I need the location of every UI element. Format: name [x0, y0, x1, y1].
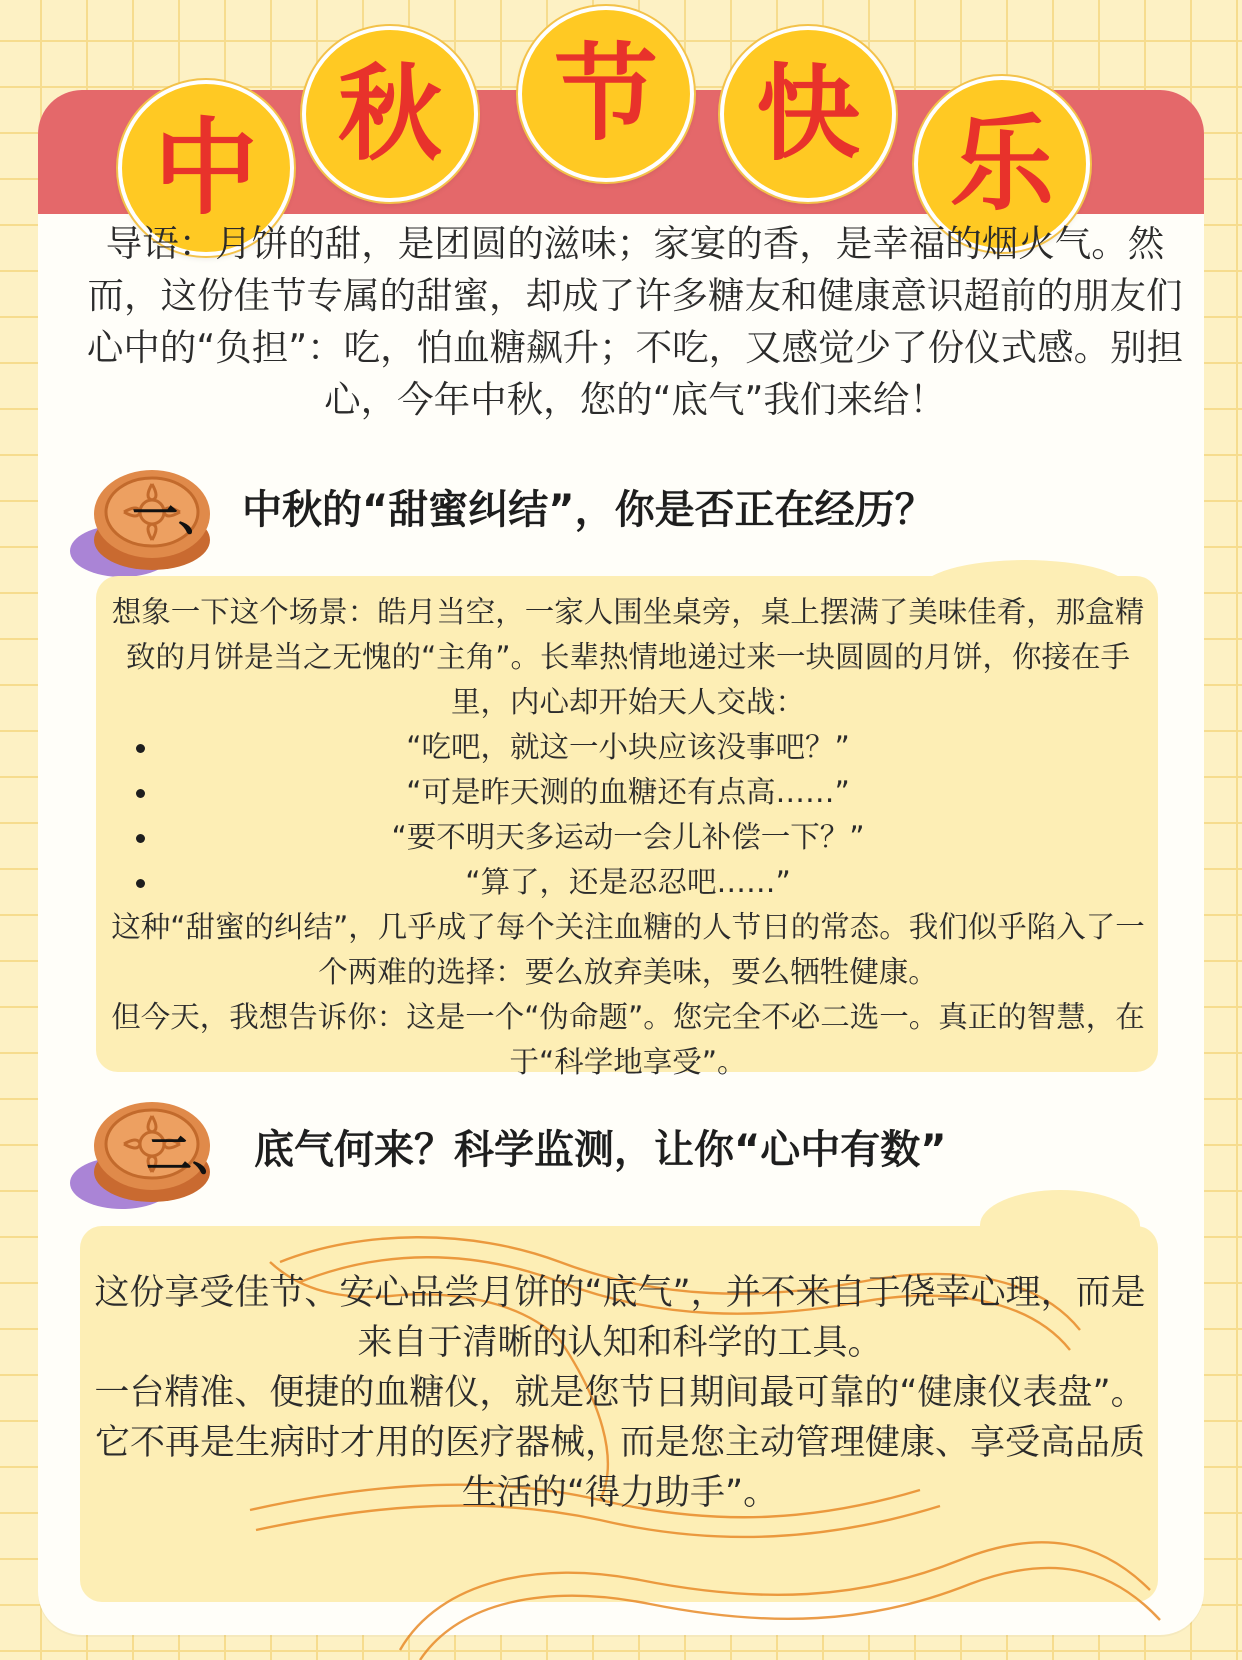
title-char-4: 快 — [755, 53, 860, 175]
title-bubble-4 — [720, 26, 896, 202]
section1-heading: 中秋的“甜蜜纠结”，你是否正在经历？ — [242, 487, 935, 533]
bullet-text: “要不明天多运动一会儿补偿一下？” — [391, 820, 865, 854]
section2-paragraph-1: 这份享受佳节、安心品尝月饼的“底气”，并不来自于侥幸心理，而是来自于清晰的认知和科学的工具。 — [94, 1273, 1146, 1363]
title-bubble-3 — [518, 6, 694, 182]
section2-paragraph-2: 一台精准、便捷的血糖仪，就是您节日期间最可靠的“健康仪表盘”。它不再是生病时才用的医疗器械，而是您主动管理健康、享受高品质生活的“得力助手”。 — [94, 1373, 1146, 1513]
list-item — [100, 770, 1156, 815]
section1-bullet-list — [100, 725, 1156, 905]
bullet-dot — [136, 744, 145, 753]
section2-content — [80, 1268, 1160, 1518]
title-bubble-2 — [302, 26, 478, 202]
title-char-3: 节 — [553, 33, 658, 155]
title-char-1: 中 — [153, 107, 258, 229]
section2-number: 二、 — [146, 1127, 238, 1181]
title-char-5: 乐 — [949, 103, 1054, 225]
bullet-text: “算了，还是忍忍吧……” — [465, 865, 791, 899]
intro-text: 导语：月饼的甜，是团圆的滋味；家宴的香，是幸福的烟火气。然而，这份佳节专属的甜蜜，却成了许多糖友和健康意识超前的朋友们心中的“负担”：吃，怕血糖飙升；不吃，又感觉少了份仪式感。别担心，今年中秋，您的“底气”我们来给！ — [86, 222, 1184, 421]
bullet-dot — [136, 879, 145, 888]
list-item — [100, 815, 1156, 860]
section1-paragraph-3: 但今天，我想告诉你：这是一个“伪命题”。您完全不必二选一。真正的智慧，在于“科学地享受”。 — [111, 1000, 1145, 1079]
bullet-dot — [136, 834, 145, 843]
section1-paragraph-1: 想象一下这个场景：皓月当空，一家人围坐桌旁，桌上摆满了美味佳肴，那盒精致的月饼是当之无愧的“主角”。长辈热情地递过来一块圆圆的月饼，你接在手里，内心却开始天人交战： — [111, 595, 1145, 719]
list-item — [100, 725, 1156, 770]
title-char-2: 秋 — [337, 53, 442, 175]
section1-number: 一、 — [132, 487, 224, 541]
bullet-text: “吃吧，就这一小块应该没事吧？” — [406, 730, 850, 764]
bullet-text: “可是昨天测的血糖还有点高……” — [406, 775, 850, 809]
section1-paragraph-2: 这种“甜蜜的纠结”，几乎成了每个关注血糖的人节日的常态。我们似乎陷入了一个两难的选择：要么放弃美味，要么牺牲健康。 — [111, 910, 1145, 989]
bullet-dot — [136, 789, 145, 798]
list-item — [100, 860, 1156, 905]
section1-content — [100, 590, 1156, 1085]
section2-heading: 底气何来？科学监测，让你“心中有数” — [254, 1127, 947, 1173]
